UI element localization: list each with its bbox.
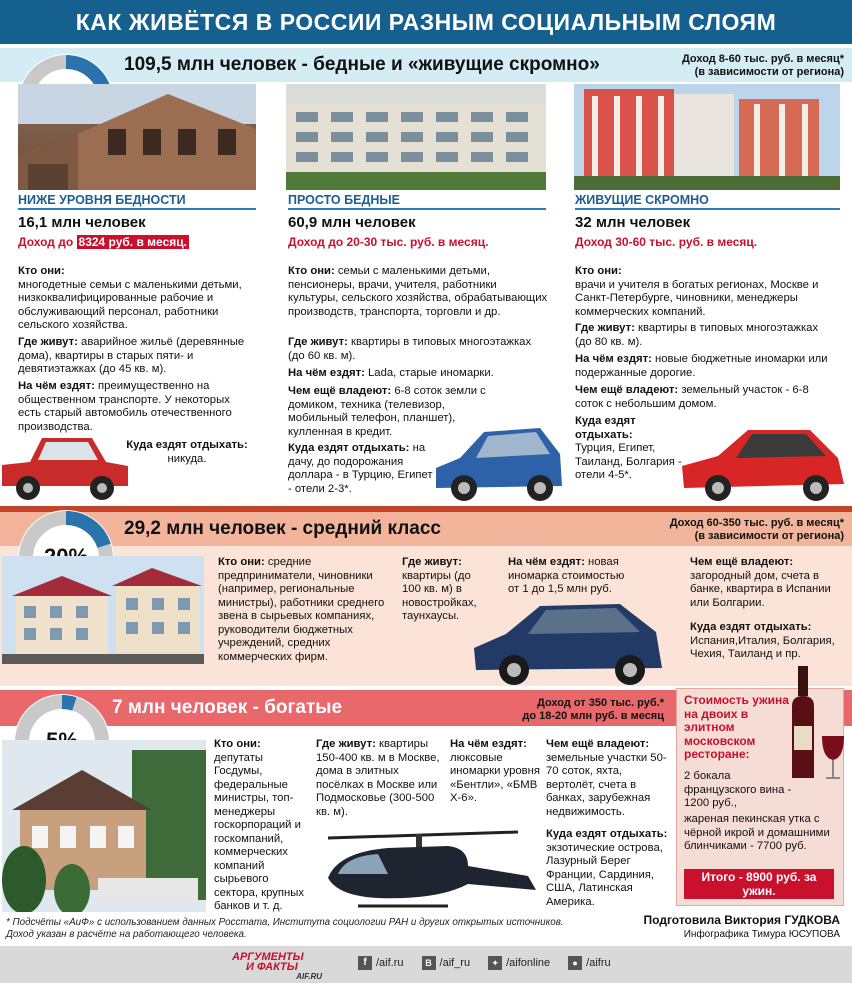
col2-count: 60,9 млн человек	[288, 214, 416, 231]
col1-who: Кто они: многодетные семьи с маленькими детьми, низкоквалифицированные рабочие и обслуживающий персонал, работники сельского хозяйства.	[18, 265, 242, 331]
col3-live: Где живут: квартиры в типовых многоэтажках (до 80 кв. м).	[575, 322, 819, 348]
aif-logo[interactable]: АРГУМЕНТЫ И ФАКТЫ AIF.RU	[232, 951, 322, 981]
middle-own: Чем ещё владеют: загородный дом, счета в банке, квартира в Испании или Болгарии.	[690, 556, 831, 609]
col2-rest: Куда ездят отдыхать: на дачу, до подорожания доллара - в Турцию, Египет - отели 2-3*.	[288, 442, 433, 495]
col2-income: Доход до 20-30 тыс. руб. в месяц.	[288, 235, 489, 249]
col3-head: ЖИВУЩИЕ СКРОМНО	[575, 193, 840, 210]
middle-income: Доход 60-350 тыс. руб. в месяц* (в зависимости от региона)	[669, 517, 844, 542]
old-car-image	[0, 430, 132, 502]
rich-title: 7 млн человек - богатые	[112, 697, 343, 718]
vk-icon: B	[422, 956, 436, 970]
page-title: КАК ЖИВЁТСЯ В РОССИИ РАЗНЫМ СОЦИАЛЬНЫМ СЛОЯМ	[0, 0, 852, 44]
col1-count: 16,1 млн человек	[18, 214, 146, 231]
col3-own: Чем ещё владеют: земельный участок - 6-8 соток с небольшим домом.	[575, 384, 809, 410]
rich-live: Где живут: квартиры 150-400 кв. м в Москве, дома в элитных посёлках в Москве или Подмосковье (300-500 кв. м).	[316, 738, 440, 818]
middle-who: Кто они: средние предприниматели, чиновники (например, региональные министры), работники среднего звена в сырьевых компаниях, руководители бюджетных учреждений, средних коммерческих фирм.	[218, 556, 385, 663]
panel-building-photo	[286, 84, 546, 190]
col1-income: Доход до 8324 руб. в месяц.	[18, 235, 187, 249]
col2-drive: На чём ездят: Lada, старые иномарки.	[288, 367, 494, 379]
rich-rest: Куда ездят отдыхать: экзотические острова, Лазурный Берег Франции, Сардиния, США, Латинская Америка.	[546, 828, 668, 908]
col3-rest: Куда ездят отдыхать: Турция, Египет, Таиланд, Болгария - отели 4-5*.	[575, 415, 682, 481]
footnotes: * Подсчёты «АиФ» с использованием данных Росстата, Института социологии РАН и других открытых источников. Доход указан в расчёте на работающего человека.	[6, 917, 564, 940]
facebook-icon: f	[358, 956, 372, 970]
col1-drive: На чём ездят: преимущественно на общественном транспорте. У некоторых есть старый автомобиль отечественного производства.	[18, 380, 232, 433]
col1-live: Где живут: аварийное жильё (деревянные дома), квартиры в старых пяти- и девятиэтажках (до 45 кв. м).	[18, 336, 245, 375]
col3-income: Доход 30-60 тыс. руб. в месяц.	[575, 235, 758, 249]
vk-link[interactable]: B /aif_ru	[422, 956, 471, 970]
townhouse-photo	[2, 556, 204, 664]
mansion-photo	[2, 740, 206, 912]
rich-income: Доход от 350 тыс. руб.* до 18-20 млн руб. в месяц	[522, 697, 664, 722]
twitter-link[interactable]: ✦ /aifonline	[488, 956, 550, 970]
rich-who: Кто они: депутаты Госдумы, федеральные министры, топ-менеджеры госкорпораций и госкомпаний, коммерческих компаний сырьевого сектора, крупных банков и т. д.	[214, 738, 305, 912]
middle-drive: На чём ездят: новая иномарка стоимостью от 1 до 1,5 млн руб.	[508, 556, 625, 595]
blue-sedan-image	[432, 418, 564, 504]
middle-live: Где живут: квартиры (до 100 кв. м) в новостройках, таунхаусы.	[402, 556, 477, 622]
col2-head: ПРОСТО БЕДНЫЕ	[288, 193, 546, 210]
dinner-title: Стоимость ужина на двоих в элитном московском ресторане:	[684, 693, 789, 761]
wine-bottle-glass-image	[788, 666, 848, 786]
col2-own: Чем ещё владеют: 6-8 соток земли с домиком, техника (телевизор, мобильный телефон, планшет), кулленная в кредит.	[288, 385, 486, 438]
poor-income: Доход 8-60 тыс. руб. в месяц* (в зависимости от региона)	[681, 53, 844, 78]
dinner-item-wine: 2 бокала французского вина - 1200 руб.,	[684, 770, 792, 809]
credit-infographic: Инфографика Тимура ЮСУПОВА	[683, 929, 840, 940]
col2-live: Где живут: квартиры в типовых многоэтажках (до 60 кв. м).	[288, 336, 532, 362]
odnoklassniki-link[interactable]: ● /aifru	[568, 956, 610, 970]
facebook-link[interactable]: f /aif.ru	[358, 956, 404, 970]
odnoklassniki-icon: ●	[568, 956, 582, 970]
highrise-building-photo	[574, 84, 840, 190]
social-links	[358, 956, 611, 970]
middle-rest: Куда ездят отдыхать: Испания,Италия, Болгария, Чехия, Таиланд и пр.	[690, 621, 835, 660]
credit-author: Подготовила Виктория ГУДКОВА	[643, 913, 840, 927]
helicopter-image	[318, 828, 542, 914]
dinner-total: Итого - 8900 руб. за ужин.	[684, 869, 834, 899]
middle-title: 29,2 млн человек - средний класс	[124, 518, 441, 539]
rich-own: Чем ещё владеют: земельные участки 50-70 соток, яхта, вертолёт, счета в банках, зарубежная недвижимость.	[546, 738, 667, 818]
col3-count: 32 млн человек	[575, 214, 691, 231]
col1-rest: Куда ездят отдыхать: никуда.	[126, 439, 248, 465]
col3-drive: На чём ездят: новые бюджетные иномарки или подержанные дорогие.	[575, 353, 828, 379]
dinner-item-duck: жареная пекинская утка с чёрной икрой и домашними блинчиками - 7700 руб.	[684, 813, 830, 852]
twitter-icon: ✦	[488, 956, 502, 970]
col2-who: Кто они: семьи с маленькими детьми, пенсионеры, врачи, учителя, работники культуры, сельского хозяйства, обрабатывающих производств, транспорта, торговли и др.	[288, 265, 548, 318]
suv-image	[470, 598, 666, 688]
rich-drive: На чём ездят: люксовые иномарки уровня «Бентли», «БМВ Х-6».	[450, 738, 540, 804]
shabby-house-photo	[18, 84, 256, 190]
col1-head: НИЖЕ УРОВНЯ БЕДНОСТИ	[18, 193, 256, 210]
poor-title: 109,5 млн человек - бедные и «живущие скромно»	[124, 54, 600, 75]
red-sedan-image	[678, 418, 846, 504]
col3-who: Кто они: врачи и учителя в богатых регионах, Москве и Санкт-Петербурге, чиновники, менеджеры коммерческих компаний.	[575, 265, 819, 318]
